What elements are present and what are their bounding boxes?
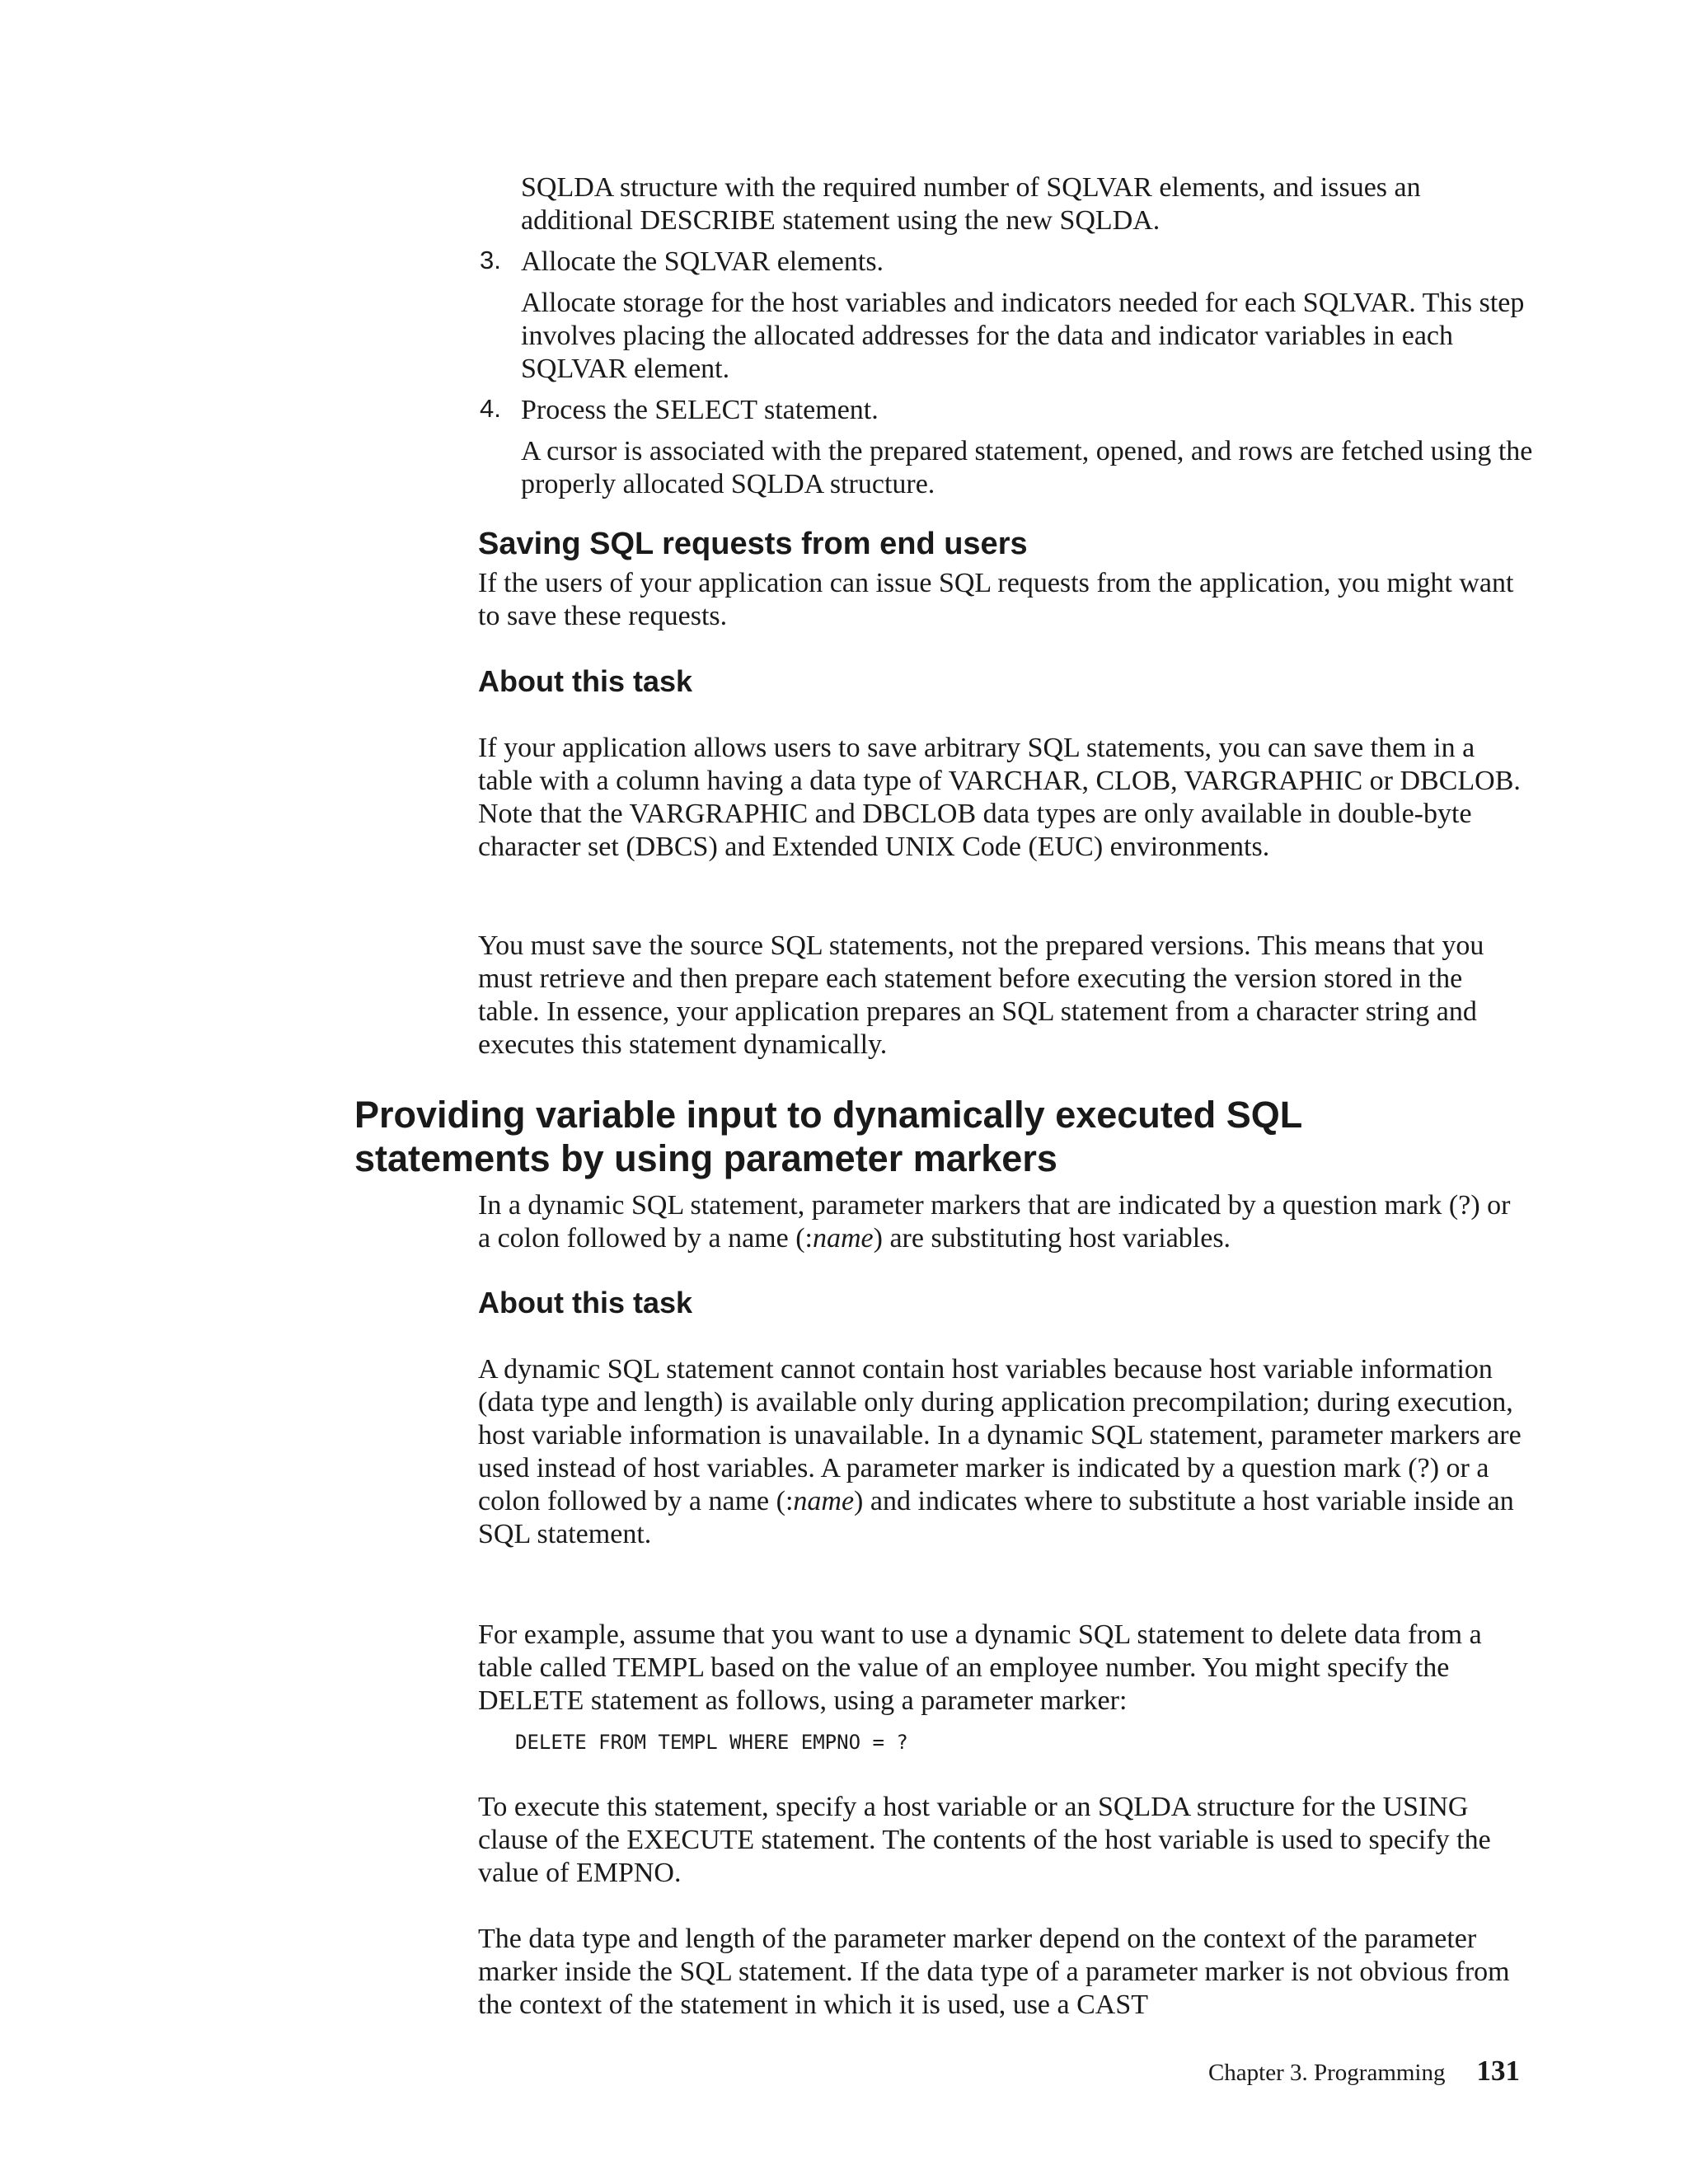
params-intro: In a dynamic SQL statement, parameter markers that are indicated by a question mark (?) or a colon followed by a name (:name) are substituting host variables.: [478, 1190, 1511, 1254]
params-paragraph-4: The data type and length of the parameter marker depend on the context of the parameter marker inside the SQL statement. If the data type of a parameter marker is not obvious from the context of the statement in which it is used, use a CAST: [478, 1924, 1510, 2020]
params-paragraph-2: For example, assume that you want to use a dynamic SQL statement to delete data from a table called TEMPL based on the value of an employee number. You might specify the DELETE statement as follows, using a parameter marker:: [478, 1619, 1482, 1716]
about-task-heading: About this task: [478, 664, 693, 698]
section-heading-saving: Saving SQL requests from end users: [478, 527, 1028, 561]
step-detail: Allocate storage for the host variables and indicators needed for each SQLVAR. This step involves placing the allocated addresses for the data and indicator variables in each SQLVAR element.: [521, 288, 1525, 384]
heading-line: Providing variable input to dynamically executed SQL: [354, 1094, 1303, 1136]
step-title: Allocate the SQLVAR elements.: [521, 246, 884, 277]
saving-paragraph-2: You must save the source SQL statements, not the prepared versions. This means that you must retrieve and then prepare each statement before executing the version stored in the table. In essence, your application prepares an SQL statement from a character string and executes this statement dynamically.: [478, 930, 1484, 1060]
page-number: 131: [1476, 2055, 1520, 2087]
step-number: 4.: [480, 394, 501, 423]
params-paragraph-3: To execute this statement, specify a host variable or an SQLDA structure for the USING clause of the EXECUTE statement. The contents of the host variable is used to specify the value of EMPNO.: [478, 1792, 1491, 1888]
section-heading-params: [354, 1093, 1558, 1180]
saving-paragraph-1: If your application allows users to save arbitrary SQL statements, you can save them in a table with a column having a data type of VARCHAR, CLOB, VARGRAPHIC or DBCLOB. Note that the VARGRAPHIC and DBCLOB data types are only available in double-byte character set (DBCS) and Extended UNIX Code (EUC) environments.: [478, 733, 1521, 862]
heading-line: statements by using parameter markers: [354, 1137, 1057, 1179]
step-number: 3.: [480, 246, 501, 274]
about-task-heading: About this task: [478, 1286, 693, 1319]
continuation-paragraph: SQLDA structure with the required number of SQLVAR elements, and issues an additional DESCRIBE statement using the new SQLDA.: [521, 172, 1421, 236]
step-detail: A cursor is associated with the prepared statement, opened, and rows are fetched using the properly allocated SQLDA structure.: [521, 436, 1533, 499]
list-item-step-3: [480, 246, 1535, 386]
chapter-label: Chapter 3. Programming: [1207, 2060, 1446, 2086]
list-item-step-4: [480, 394, 1535, 501]
page-footer: [1208, 2055, 1520, 2088]
code-example: DELETE FROM TEMPL WHERE EMPNO = ?: [515, 1731, 908, 1754]
step-title: Process the SELECT statement.: [521, 395, 879, 425]
saving-intro: If the users of your application can issue SQL requests from the application, you might want to save these requests.: [478, 568, 1514, 631]
params-paragraph-1: A dynamic SQL statement cannot contain host variables because host variable information (data type and length) is available only during application precompilation; during execution, host variable information is unavailable. In a dynamic SQL statement, parameter markers are used instead of host variables. A parameter marker is indicated by a question mark (?) or a colon followed by a name (:name) and indicates where to substitute a host variable inside an SQL statement.: [478, 1354, 1522, 1549]
